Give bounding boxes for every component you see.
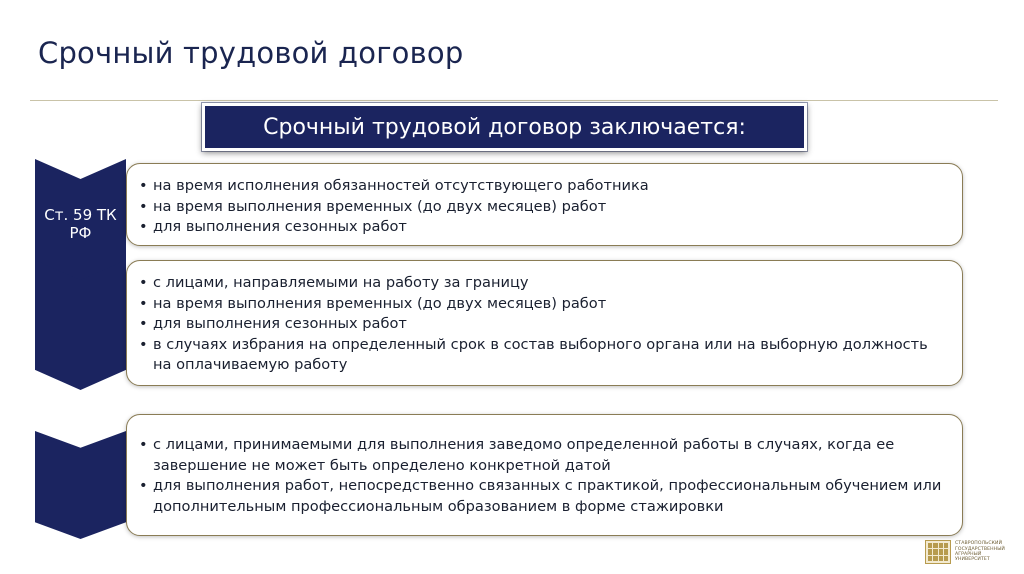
list-item: • для выполнения сезонных работ: [139, 314, 948, 335]
title-divider: [30, 100, 998, 101]
content-box-1: [126, 163, 963, 246]
content-box-3: [126, 414, 963, 536]
list-item: • на время выполнения временных (до двух месяцев) работ: [139, 294, 948, 315]
list-item: • с лицами, направляемыми на работу за границу: [139, 273, 948, 294]
university-name: СТАВРОПОЛЬСКИЙ ГОСУДАРСТВЕННЫЙ АГРАРНЫЙ УНИВЕРСИТЕТ: [955, 541, 1005, 563]
chevron-3: [35, 431, 126, 539]
university-emblem-icon: [925, 540, 951, 564]
list-item: • на время выполнения временных (до двух месяцев) работ: [139, 197, 948, 218]
list-item: • для выполнения работ, непосредственно связанных с практикой, профессиональным обучением или дополнительным профессиональным образованием в форме стажировки: [139, 476, 948, 517]
box-3-list: [139, 435, 948, 517]
list-item: • с лицами, принимаемыми для выполнения заведомо определенной работы в случаях, когда ее завершение не может быть определено конкретной датой: [139, 435, 948, 476]
list-item: • на время исполнения обязанностей отсутствующего работника: [139, 176, 948, 197]
list-item: • в случаях избрания на определенный срок в состав выборного органа или на выборную должность на оплачиваемую работу: [139, 335, 948, 376]
university-logo: [925, 536, 1015, 568]
content-box-2: [126, 260, 963, 386]
slide-title: Срочный трудовой договор: [38, 36, 464, 70]
box-2-list: [139, 273, 948, 376]
chevron-1-label: Ст. 59 ТК РФ: [44, 206, 117, 242]
box-1-list: [139, 176, 948, 238]
banner: Срочный трудовой договор заключается:: [202, 103, 807, 151]
list-item: • для выполнения сезонных работ: [139, 217, 948, 238]
